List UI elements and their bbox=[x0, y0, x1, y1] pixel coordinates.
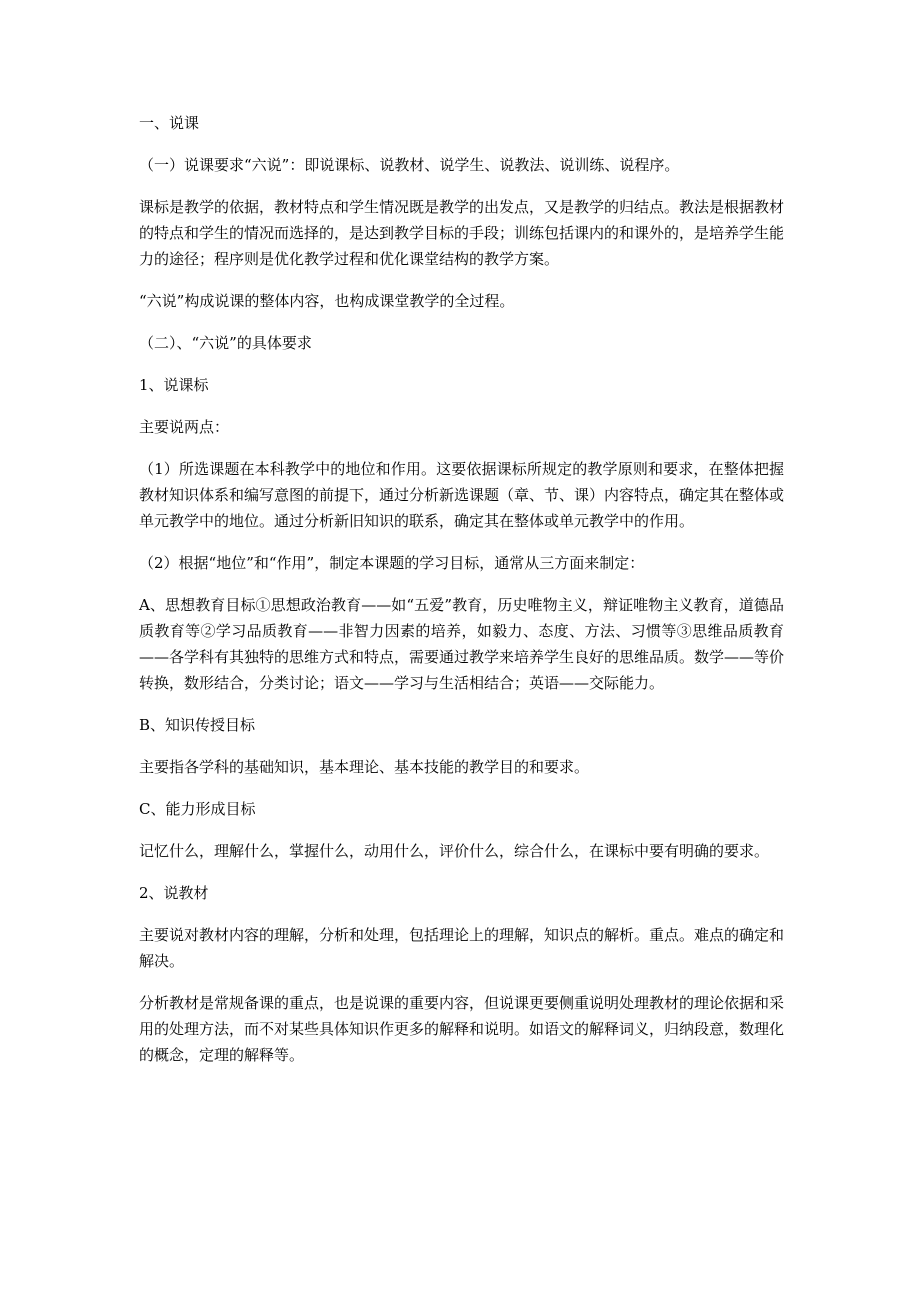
paragraph-point-2: （2）根据“地位”和“作用”，制定本课题的学习目标，通常从三方面来制定： bbox=[139, 554, 645, 572]
heading-textbook: 2、说教材 bbox=[139, 884, 209, 902]
paragraph-goal-b: 主要指各学科的基础知识，基本理论、基本技能的教学目的和要求。 bbox=[139, 758, 590, 776]
heading-goal-b: B、知识传授目标 bbox=[139, 716, 256, 734]
paragraph-point-1: （1）所选课题在本科教学中的地位和作用。这要依据课标所规定的教学原则和要求，在整体把握教材知识体系和编写意图的前提下，通过分析新选课题（章、节、课）内容特点，确定其在整体或单元教学中的地位。通过分析新旧知识的联系，确定其在整体或单元教学中的作用。 bbox=[139, 460, 785, 530]
heading-curriculum: 1、说课标 bbox=[139, 376, 209, 394]
paragraph-two-points: 主要说两点： bbox=[139, 418, 230, 436]
document-body bbox=[139, 110, 784, 1084]
paragraph-textbook-1: 主要说对教材内容的理解，分析和处理，包括理论上的理解，知识点的解析。重点。难点的确定和解决。 bbox=[139, 926, 785, 970]
paragraph-goal-a: A、思想教育目标①思想政治教育——如“五爱”教育，历史唯物主义，辩证唯物主义教育，道德品质教育等②学习品质教育——非智力因素的培养，如毅力、态度、方法、习惯等③思维品质教育——各学科有其独特的思维方式和特点，需要通过教学来培养学生良好的思维品质。数学——等价转换，数形结合，分类讨论；语文——学习与生活相结合；英语——交际能力。 bbox=[139, 596, 785, 692]
heading-shuoke: 一、说课 bbox=[139, 114, 200, 132]
paragraph-six-overall: “六说”构成说课的整体内容，也构成课堂教学的全过程。 bbox=[139, 292, 515, 310]
paragraph-textbook-2: 分析教材是常规备课的重点，也是说课的重要内容，但说课更要侧重说明处理教材的理论依据和采用的处理方法，而不对某些具体知识作更多的解释和说明。如语文的解释词义，归纳段意，数理化的概念，定理的解释等。 bbox=[139, 994, 785, 1064]
section-six-requirements: （一）说课要求“六说”：即说课标、说教材、说学生、说教法、说训练、说程序。 bbox=[139, 156, 680, 174]
section-specific-requirements: （二）、“六说”的具体要求 bbox=[139, 334, 312, 352]
paragraph-curriculum-basis: 课标是教学的依据，教材特点和学生情况既是教学的出发点，又是教学的归结点。教法是根据教材的特点和学生的情况而选择的，是达到教学目标的手段；训练包括课内的和课外的，是培养学生能力的途径；程序则是优化教学过程和优化课堂结构的教学方案。 bbox=[139, 198, 785, 268]
heading-goal-c: C、能力形成目标 bbox=[139, 800, 256, 818]
paragraph-goal-c: 记忆什么，理解什么，掌握什么，动用什么，评价什么，综合什么，在课标中要有明确的要求。 bbox=[139, 842, 770, 860]
